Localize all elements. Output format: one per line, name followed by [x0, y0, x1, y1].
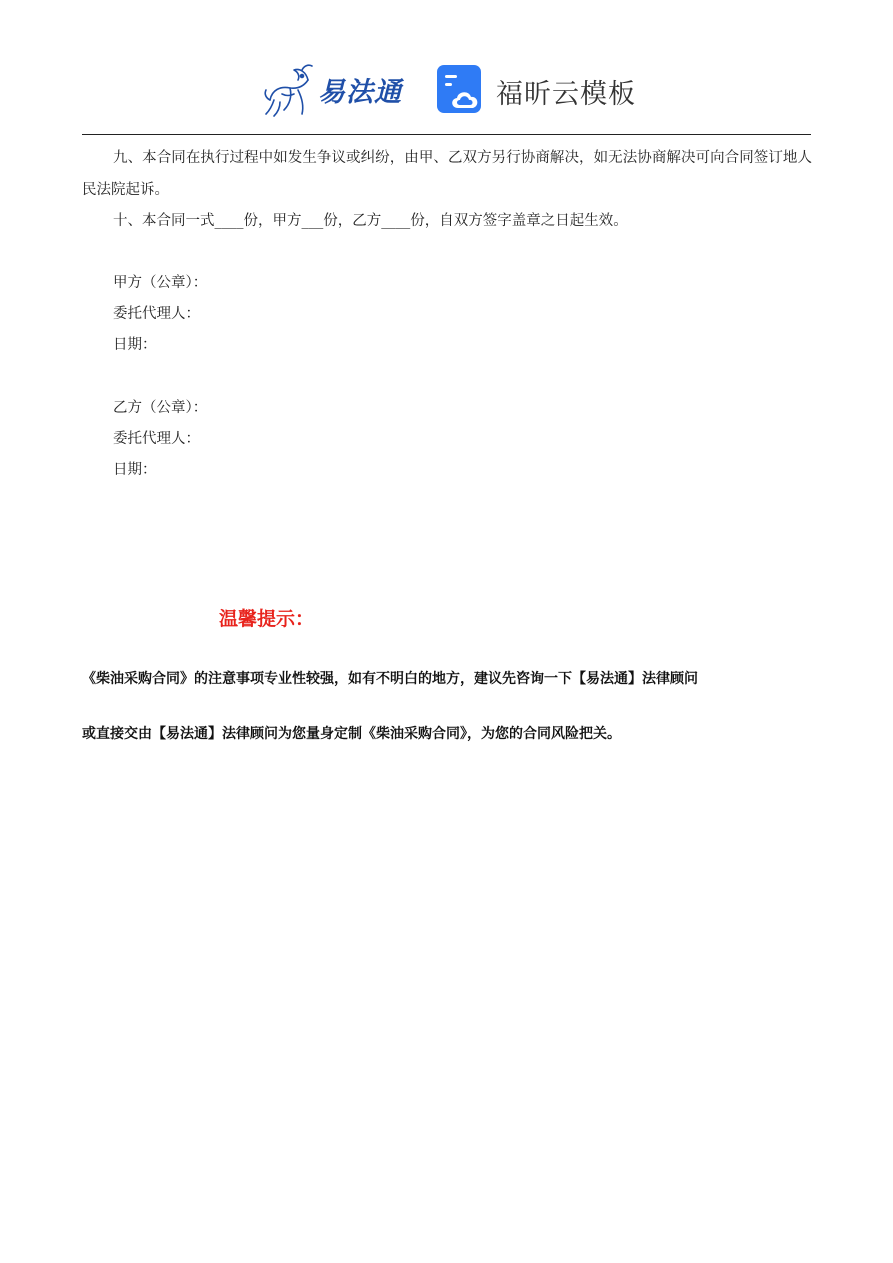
cloud-document-icon [436, 64, 486, 116]
header-divider [82, 134, 811, 135]
party-b-block [113, 393, 207, 486]
tip-title: 温馨提示： [219, 608, 315, 630]
qilin-icon [262, 60, 320, 120]
foxit-brand-text: 福昕云模板 [496, 79, 636, 110]
party-a-agent-label: 委托代理人： [113, 306, 200, 322]
party-a-date-label: 日期： [113, 337, 157, 353]
party-b-agent-label: 委托代理人： [113, 431, 200, 447]
yifatong-brand-text: 易法通 [318, 77, 402, 108]
clause-9: 九、本合同在执行过程中如发生争议或纠纷，由甲、乙双方另行协商解决，如无法协商解决可向合同签订地人民法院起诉。 [82, 150, 812, 198]
foxit-template-logo [436, 64, 636, 120]
party-b-date-label: 日期： [113, 462, 157, 478]
clause-10: 十、本合同一式____份，甲方___份，乙方____份，自双方签字盖章之日起生效。 [113, 213, 628, 229]
party-b-seal-label: 乙方（公章）： [113, 400, 208, 416]
page-header [0, 60, 893, 122]
tip-line-2: 或直接交由【易法通】法律顾问为您量身定制《柴油采购合同》，为您的合同风险把关。 [82, 726, 621, 742]
contract-body [82, 142, 812, 237]
yifatong-logo [262, 60, 412, 120]
party-a-seal-label: 甲方（公章）： [113, 275, 208, 291]
party-a-block [113, 268, 207, 361]
tip-line-1: 《柴油采购合同》的注意事项专业性较强，如有不明白的地方，建议先咨询一下【易法通】法律顾问 [82, 671, 698, 687]
